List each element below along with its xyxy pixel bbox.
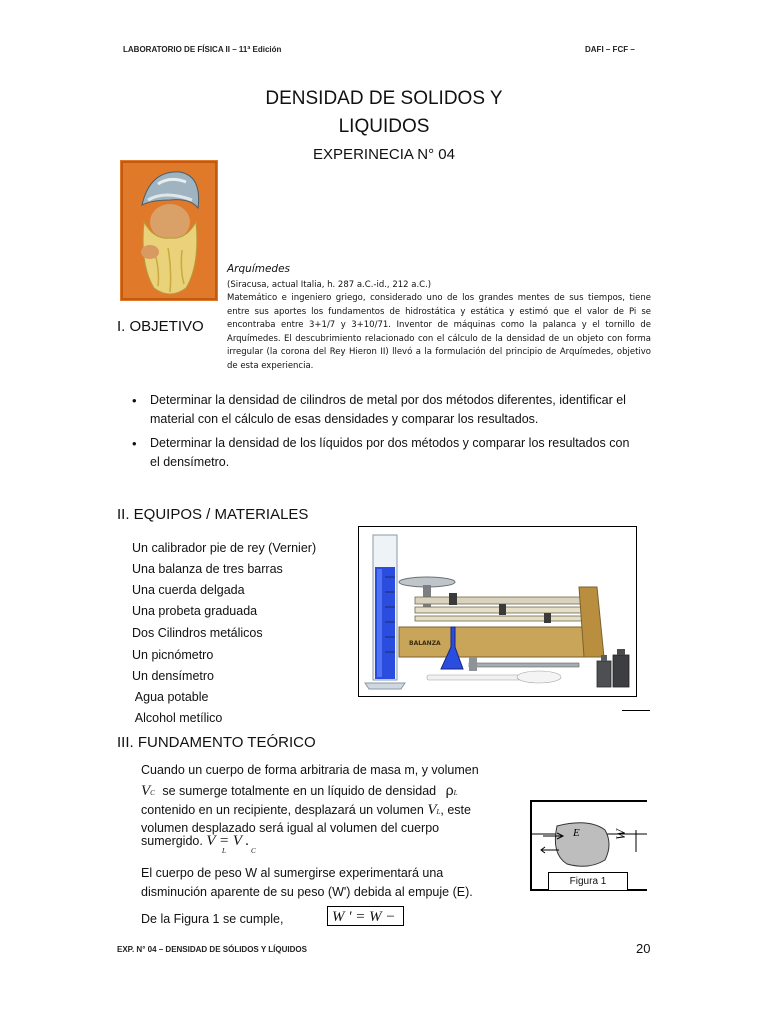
equipment-item: Una balanza de tres barras (132, 562, 283, 576)
equipment-item: Agua potable (132, 690, 209, 704)
theory-p1-line1: Cuando un cuerpo de forma arbitraria de masa m, y volumen (141, 763, 479, 777)
rho-symbol: ρ (445, 782, 454, 798)
portrait-name: Arquímedes (227, 263, 291, 275)
label-w: W (613, 829, 628, 840)
divider-line (622, 710, 650, 711)
equipment-item: Un calibrador pie de rey (Vernier) (132, 541, 317, 555)
equation-volume: V = V . (206, 833, 250, 849)
footer-left: EXP. N° 04 – DENSIDAD DE SÓLIDOS Y LÍQUIDOS (117, 945, 307, 954)
equipment-item: Un densímetro (132, 669, 214, 683)
label-e: E (573, 827, 580, 839)
objective-heading: I. OBJETIVO (117, 318, 204, 335)
equipment-heading: II. EQUIPOS / MATERIALES (117, 506, 309, 523)
header-right: DAFI – FCF – (585, 45, 635, 54)
theory-p1-line5: sumergido. V = V . (141, 833, 250, 849)
theory-p3: De la Figura 1 se cumple, (141, 912, 284, 926)
objective-bullet: • Determinar la densidad de cilindros de metal por dos métodos diferentes, identificar el material con el cálculo de esas densidades y comparar los resultados. (132, 393, 626, 426)
archimedes-portrait (120, 160, 218, 301)
subtitle: EXPERINECIA N° 04 (313, 146, 455, 163)
bullet-dot: • (132, 436, 137, 451)
theory-p1-line2: VC se sumerge totalmente en un líquido de densidad ρL (141, 782, 458, 799)
theory-p1-line4: volumen desplazado será igual al volumen del cuerpo (141, 821, 440, 835)
title-line1: DENSIDAD DE SOLIDOS Y (265, 88, 503, 109)
eq1-sub-c: C (251, 847, 256, 855)
page-number: 20 (636, 941, 651, 956)
bullet-dot: • (132, 393, 137, 408)
eq1-sub-l: L (222, 847, 226, 855)
portrait-bio: Matemático e ingeniero griego, considerado uno de los grandes mentes de sus tiempos, tiene entre sus aportes los fundamentos de hidrostática y estática y estimó que el valor de Pi se encontraba entre 3+1/7 y 3+10/71. Inventor de máquinas como la palanca y el tornillo de Arquímedes. El descubrimiento relacionado con el cálculo de la densidad de un objeto con forma irregular (la corona del Rey Hieron II) llevó a la formulación del principio de Arquímedes, objetivo de esta experiencia. (227, 293, 651, 371)
vc-symbol: V (141, 783, 151, 799)
equation-weight: W ' = W − (327, 906, 404, 926)
theory-heading: III. FUNDAMENTO TEÓRICO (117, 734, 316, 751)
equipment-photo (358, 526, 637, 697)
theory-p2-line2: disminución aparente de su peso (W') debida al empuje (E). (141, 885, 473, 899)
vl-symbol: V (427, 802, 437, 818)
objective-bullet: • Determinar la densidad de los líquidos por dos métodos y comparar los resultados con el densímetro. (132, 436, 630, 469)
balance-label: BALANZA (409, 640, 441, 647)
title-line2: LIQUIDOS (338, 116, 430, 137)
theory-p1-line3: contenido en un recipiente, desplazará un volumen VL, este (141, 802, 471, 818)
figure-1-label: Figura 1 (548, 872, 628, 891)
header-left: LABORATORIO DE FÍSICA II – 11ª Edición (123, 45, 282, 54)
equipment-item: Alcohol metílico (132, 711, 223, 725)
equipment-item: Dos Cilindros metálicos (132, 626, 263, 640)
theory-p2-line1: El cuerpo de peso W al sumergirse experimentará una (141, 866, 444, 880)
portrait-origin: (Siracusa, actual Italia, h. 287 a.C.-id., 212 a.C.) (227, 280, 432, 290)
equipment-item: Un picnómetro (132, 648, 214, 662)
equipment-item: Una cuerda delgada (132, 583, 245, 597)
equipment-item: Una probeta graduada (132, 604, 258, 618)
